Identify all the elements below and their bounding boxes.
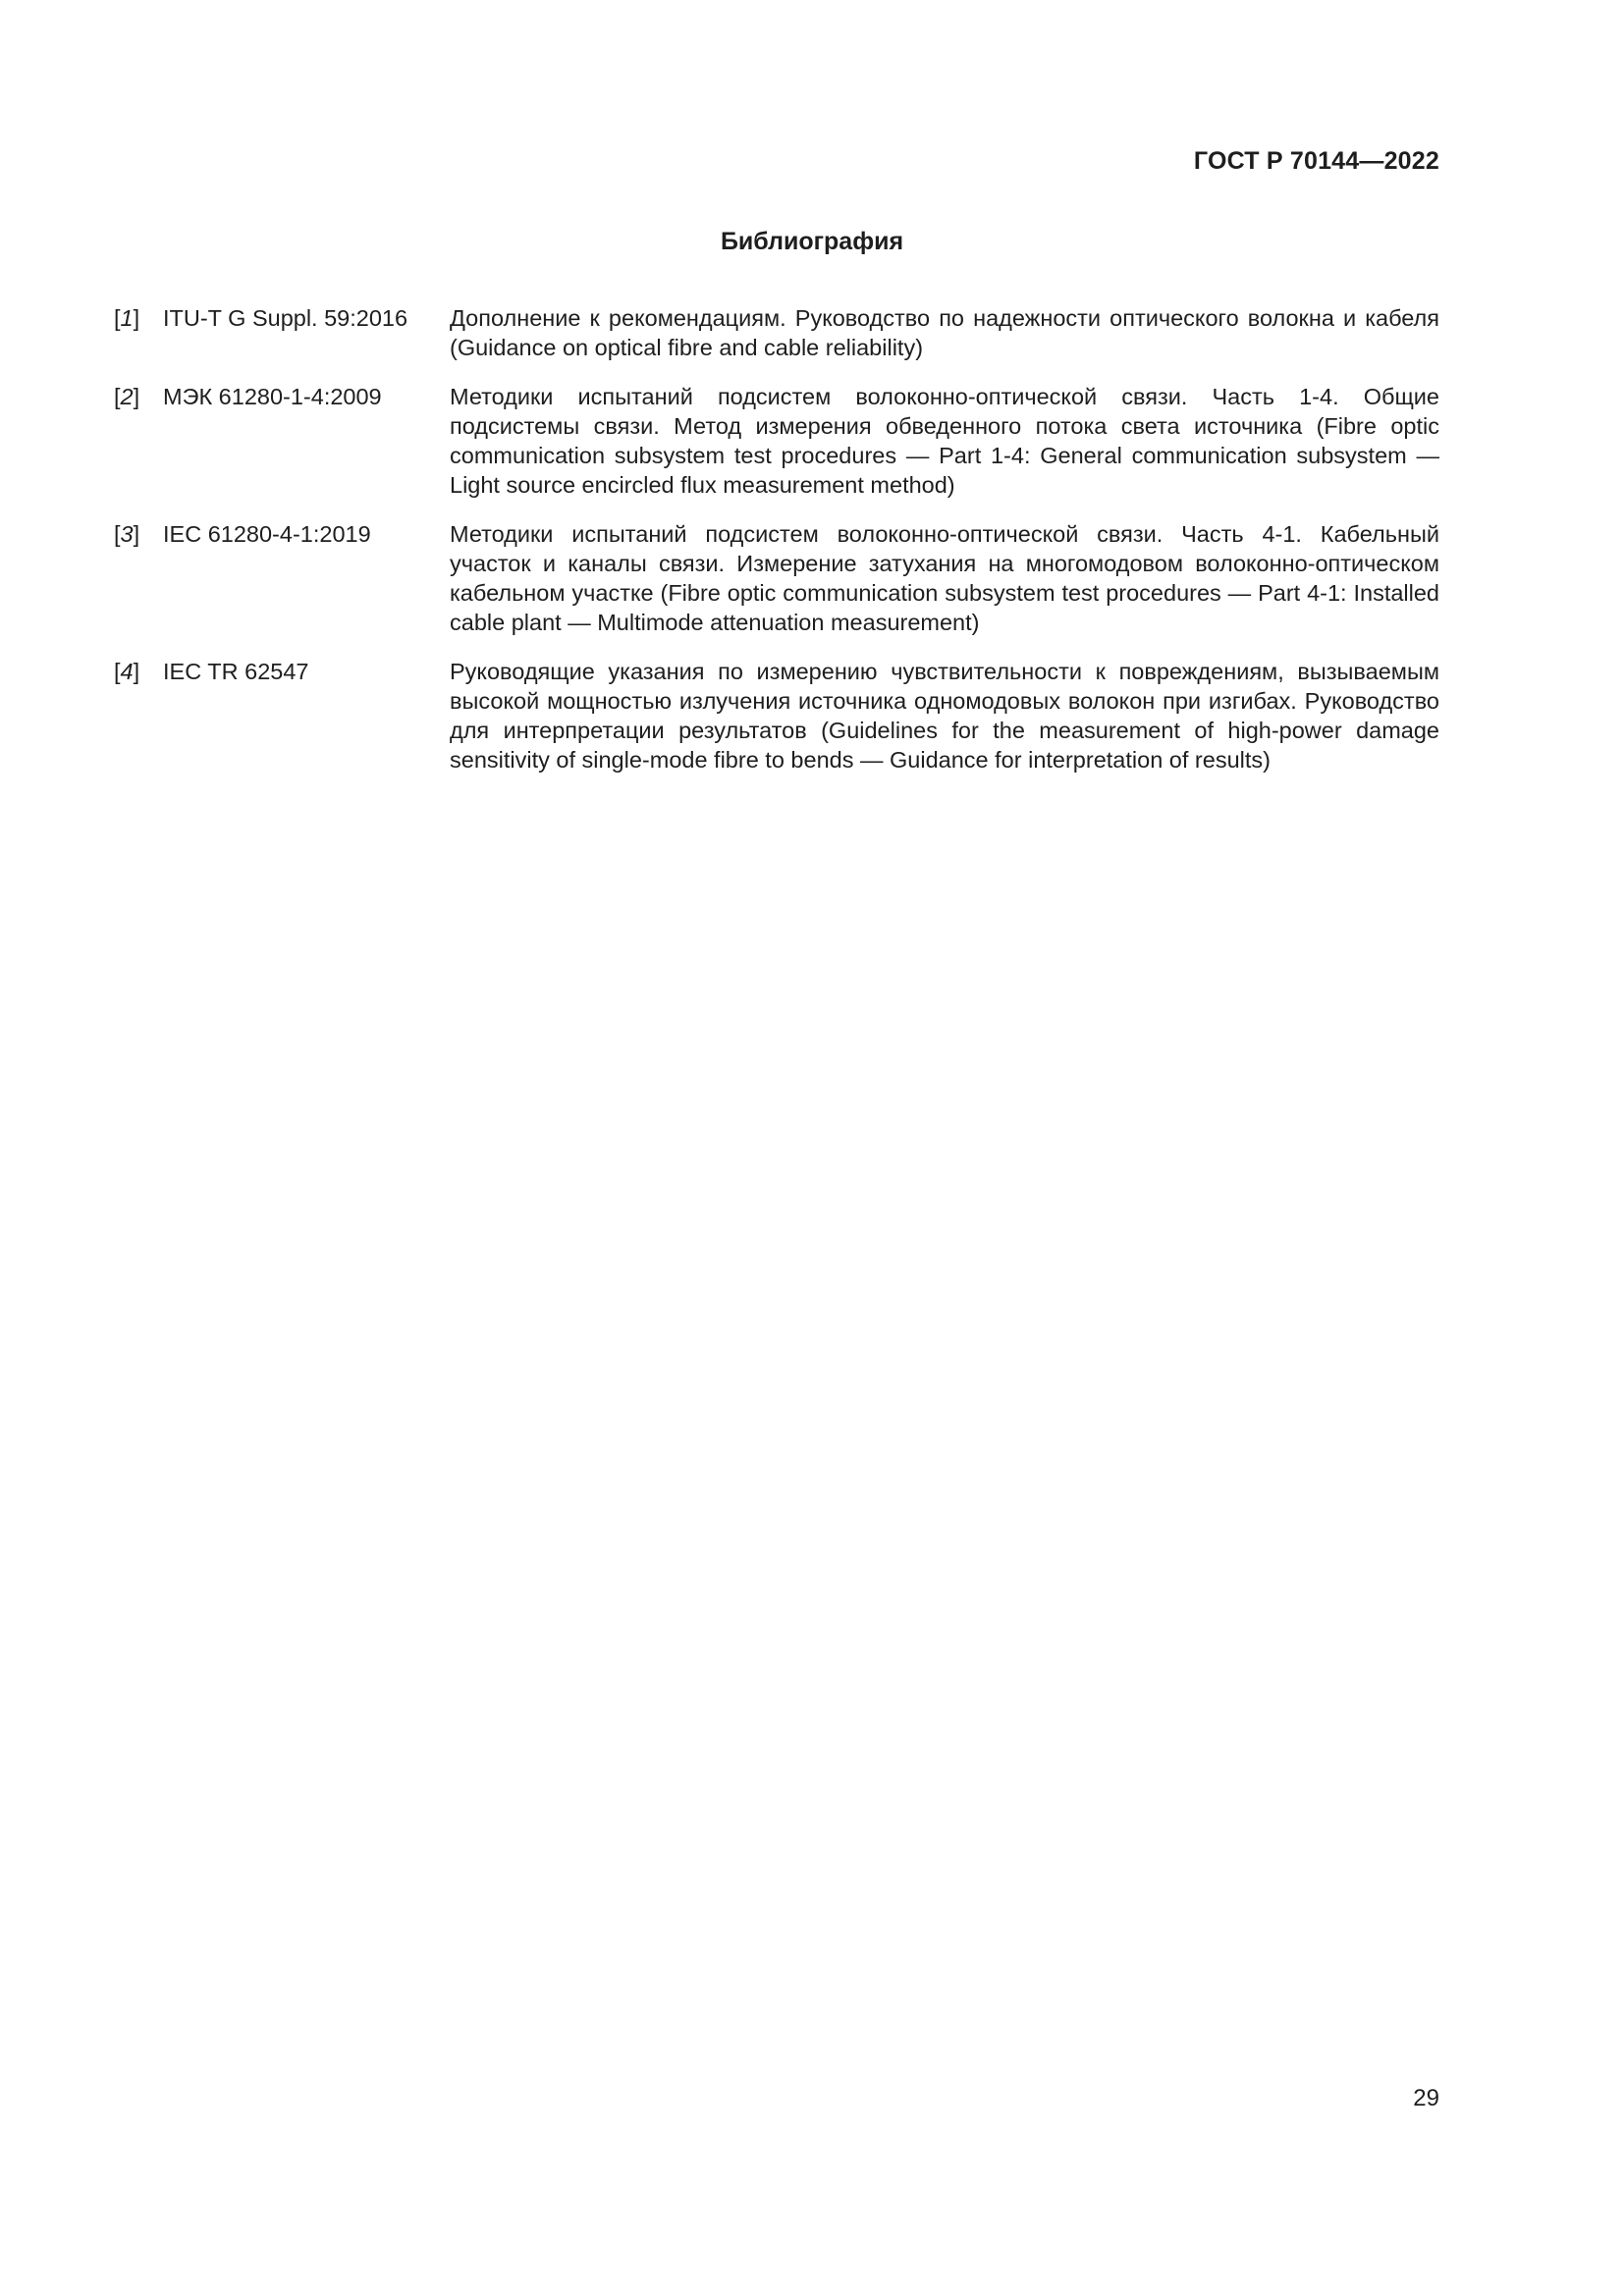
entry-number-value: 3 [120, 521, 134, 547]
bibliography-entry [114, 519, 1439, 637]
bibliography-entry [114, 657, 1439, 774]
entry-description: Методики испытаний подсистем волоконно-оптической связи. Часть 1-4. Общие подсистемы связи. Метод измерения обведенного потока света источника (Fibre optic communication subsystem test procedures — Part 1-4: General communication subsystem — Light source encircled flux measurement method) [450, 384, 1439, 498]
entry-number: [1] [114, 305, 140, 331]
bibliography-list [114, 303, 1439, 794]
entry-standard-code: IEC TR 62547 [163, 659, 309, 684]
entry-number-value: 4 [120, 659, 134, 684]
entry-number: [2] [114, 384, 140, 409]
bibliography-entry [114, 382, 1439, 500]
entry-description: Руководящие указания по измерению чувствительности к повреждениям, вызываемым высокой мощностью излучения источника одномодовых волокон при изгибах. Руководство для интерпретации результатов (Guidelines for the measurement of high-power damage sensitivity of single-mode fibre to bends — Guidance for interpretation of results) [450, 659, 1439, 773]
entry-description: Дополнение к рекомендациям. Руководство по надежности оптического волокна и кабеля (Guidance on optical fibre and cable reliability) [450, 305, 1439, 360]
section-title: Библиография [720, 228, 904, 255]
entry-description: Методики испытаний подсистем волоконно-оптической связи. Часть 4-1. Кабельный участок и каналы связи. Измерение затухания на многомодовом волоконно-оптическом кабельном участке (Fibre optic communication subsystem test procedures — Part 4-1: Installed cable plant — Multimode attenuation measurement) [450, 521, 1439, 635]
entry-standard-code: ITU-T G Suppl. 59:2016 [163, 305, 408, 331]
bibliography-entry [114, 303, 1439, 362]
entry-standard-code: МЭК 61280-1-4:2009 [163, 384, 382, 409]
document-code: ГОСТ Р 70144—2022 [1193, 147, 1439, 175]
entry-number: [4] [114, 659, 140, 684]
page-number: 29 [1413, 2085, 1439, 2111]
entry-number-value: 2 [120, 384, 134, 409]
entry-standard-code: IEC 61280-4-1:2019 [163, 521, 371, 547]
entry-number-value: 1 [120, 305, 134, 331]
entry-number: [3] [114, 521, 140, 547]
